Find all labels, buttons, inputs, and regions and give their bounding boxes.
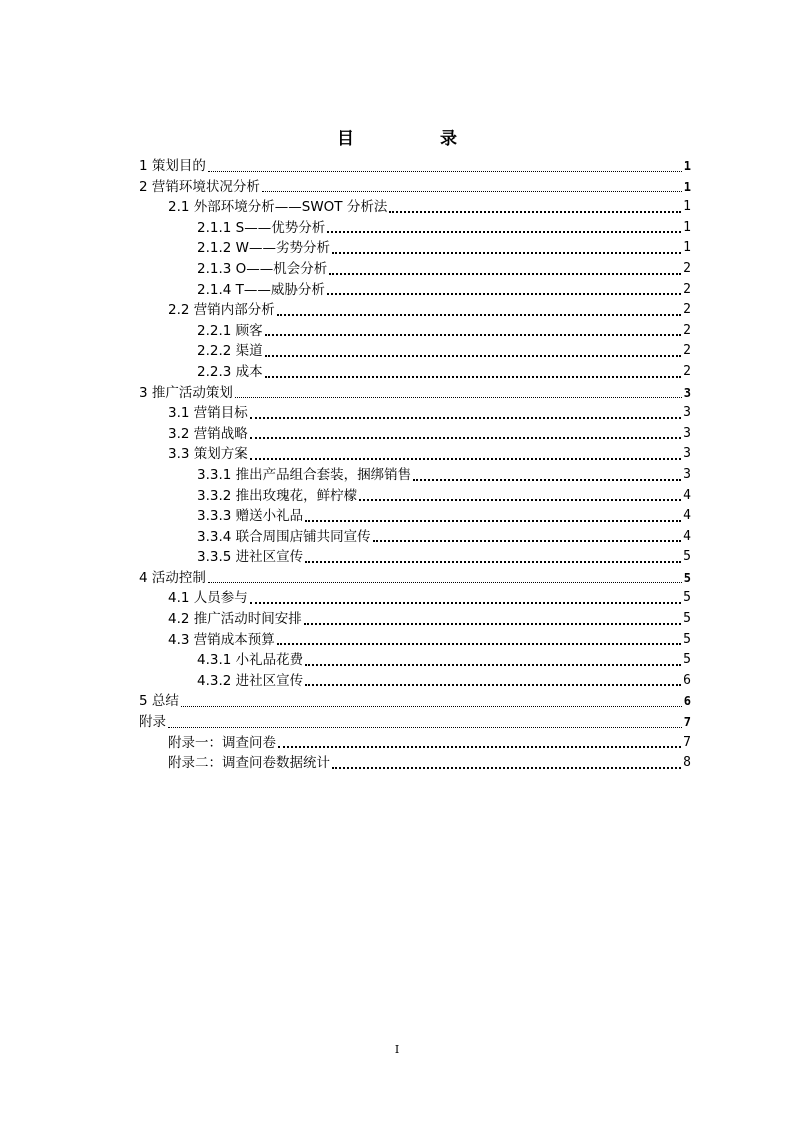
toc-entry-label: 2.2 营销内部分析 [168,302,275,319]
toc-entry-label: 3.3.5 进社区宣传 [197,549,304,566]
toc-entry-page-number: 5 [683,570,691,585]
toc-dot-leader [413,475,681,481]
toc-entry[interactable] [139,588,691,609]
toc-dot-leader [389,207,681,213]
toc-entry-label: 4.3.1 小礼品花费 [197,652,304,669]
toc-entry-label: 4.3.2 进社区宣传 [197,672,304,689]
toc-entry[interactable] [139,238,691,259]
toc-dot-leader [277,310,681,316]
toc-dot-leader [208,578,682,583]
toc-dot-leader [304,619,681,625]
toc-dot-leader [250,454,681,460]
toc-dot-leader [265,330,682,336]
toc-entry-label: 4.2 推广活动时间安排 [168,611,302,628]
toc-entry[interactable] [139,280,691,301]
footer-page-number: I [394,1043,400,1056]
toc-entry-page-number: 5 [683,549,691,565]
toc-entry-label: 3.3.3 赠送小礼品 [197,508,304,525]
toc-entry[interactable] [139,547,691,568]
toc-dot-leader [327,227,681,233]
toc-entry-page-number: 5 [683,590,691,606]
toc-entry[interactable] [139,444,691,465]
toc-dot-leader [332,763,681,769]
toc-entry-page-number: 3 [683,446,691,462]
toc-entry-page-number: 1 [683,219,691,235]
toc-entry-page-number: 4 [683,528,691,544]
toc-dot-leader [235,393,682,398]
toc-entry-label: 2.1.4 T——威胁分析 [197,281,325,298]
toc-entry-label: 2.2.1 顾客 [197,322,263,339]
toc-dot-leader [265,351,682,357]
toc-entry[interactable] [139,506,691,527]
toc-entry[interactable] [139,362,691,383]
toc-entry[interactable] [139,321,691,342]
toc-entry-label: 4.1 人员参与 [168,590,248,607]
toc-entry-page-number: 4 [683,487,691,503]
toc-entry[interactable] [139,630,691,651]
toc-entry-label: 2.2.3 成本 [197,363,263,380]
toc-entry-label: 附录一：调查问卷 [168,734,276,751]
toc-entry[interactable] [139,527,691,548]
toc-entry-label: 3 推广活动策划 [139,384,233,401]
toc-entry-label: 3.3.4 联合周围店铺共同宣传 [197,528,371,545]
toc-entry[interactable] [139,568,691,589]
toc-entry-page-number: 5 [683,611,691,627]
toc-dot-leader [305,516,681,522]
toc-entry[interactable] [139,341,691,362]
toc-dot-leader [305,660,681,666]
toc-entry[interactable] [139,712,691,733]
toc-entry-page-number: 3 [683,405,691,421]
toc-entry-label: 附录 [139,714,166,731]
toc-entry-label: 3.2 营销战略 [168,425,248,442]
toc-dot-leader [278,742,681,748]
toc-entry-page-number: 3 [683,466,691,482]
table-of-contents [139,156,691,774]
toc-entry[interactable] [139,403,691,424]
toc-entry-label: 1 策划目的 [139,158,206,174]
toc-entry-page-number: 6 [683,694,691,709]
toc-entry-label: 3.1 营销目标 [168,405,248,422]
toc-dot-leader [262,187,682,192]
toc-entry-label: 3.3.2 推出玫瑰花，鲜柠檬 [197,487,358,504]
toc-dot-leader [332,248,681,254]
toc-entry[interactable] [139,259,691,280]
toc-entry-label: 2.1.2 W——劣势分析 [197,240,330,257]
toc-entry-page-number: 2 [683,281,691,297]
toc-dot-leader [359,495,681,501]
toc-entry-label: 2 营销环境状况分析 [139,178,260,195]
toc-entry[interactable] [139,300,691,321]
toc-entry-page-number: 8 [683,755,691,771]
toc-entry-label: 2.1.3 O——机会分析 [197,260,328,277]
toc-entry-page-number: 2 [683,302,691,318]
toc-entry-page-number: 1 [683,199,691,215]
toc-entry[interactable] [139,424,691,445]
toc-entry[interactable] [139,650,691,671]
toc-dot-leader [181,702,682,707]
toc-entry-page-number: 5 [683,631,691,647]
toc-entry[interactable] [139,197,691,218]
toc-entry-page-number: 2 [683,363,691,379]
toc-entry-label: 4.3 营销成本预算 [168,631,275,648]
toc-entry[interactable] [139,609,691,630]
toc-entry[interactable] [139,156,691,177]
toc-entry-page-number: 2 [683,322,691,338]
toc-entry[interactable] [139,383,691,404]
toc-dot-leader [305,557,681,563]
toc-entry-page-number: 6 [683,672,691,688]
toc-entry-label: 3.3.1 推出产品组合套装，捆绑销售 [197,466,412,483]
toc-entry[interactable] [139,671,691,692]
toc-entry[interactable] [139,733,691,754]
toc-entry-label: 2.2.2 渠道 [197,343,263,360]
toc-entry-page-number: 1 [683,240,691,256]
toc-entry-page-number: 7 [683,715,691,730]
toc-entry-label: 2.1.1 S——优势分析 [197,219,326,236]
toc-entry-page-number: 7 [683,734,691,750]
toc-entry-label: 4 活动控制 [139,569,206,586]
toc-entry[interactable] [139,691,691,712]
toc-dot-leader [329,269,681,275]
toc-entry-page-number: 4 [683,508,691,524]
page-title: 目 录 [337,129,497,149]
toc-entry-page-number: 3 [683,385,691,400]
toc-entry[interactable] [139,753,691,774]
toc-entry[interactable] [139,218,691,239]
toc-entry-page-number: 2 [683,343,691,359]
toc-dot-leader [265,372,682,378]
toc-entry-page-number: 3 [683,425,691,441]
toc-dot-leader [168,723,682,728]
toc-entry-page-number: 1 [683,159,691,173]
toc-entry[interactable] [139,465,691,486]
toc-dot-leader [250,598,681,604]
toc-dot-leader [277,639,681,645]
toc-entry-page-number: 5 [683,652,691,668]
toc-dot-leader [327,289,681,295]
toc-entry-label: 2.1 外部环境分析——SWOT 分析法 [168,199,388,216]
toc-entry-label: 附录二：调查问卷数据统计 [168,755,330,772]
toc-dot-leader [305,680,681,686]
toc-dot-leader [250,433,681,439]
toc-dot-leader [373,536,682,542]
toc-dot-leader [208,167,682,172]
toc-entry[interactable] [139,486,691,507]
toc-dot-leader [250,413,681,419]
toc-entry-page-number: 1 [683,179,691,194]
toc-entry-label: 3.3 策划方案 [168,446,248,463]
toc-entry-page-number: 2 [683,260,691,276]
toc-entry-label: 5 总结 [139,693,179,710]
toc-entry[interactable] [139,177,691,198]
